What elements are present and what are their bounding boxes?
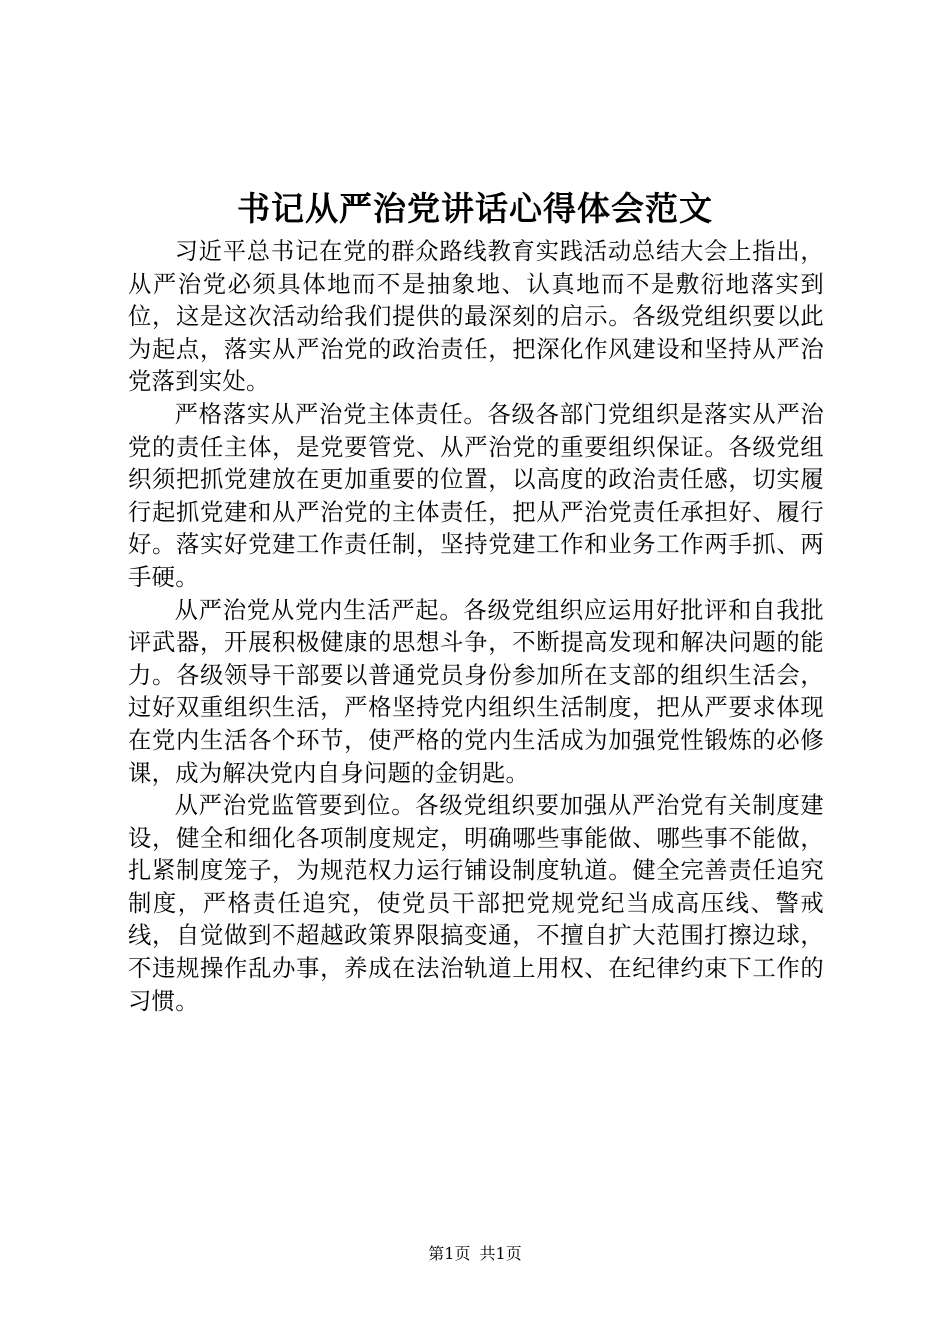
document-body xyxy=(128,236,824,1018)
paragraph-3: 从严治党从党内生活严起。各级党组织应运用好批评和自我批评武器，开展积极健康的思想斗争，不断提高发现和解决问题的能力。各级领导干部要以普通党员身份参加所在支部的组织生活会，过好双重组织生活，严格坚持党内组织生活制度，把从严要求体现在党内生活各个环节，使严格的党内生活成为加强党性锻炼的必修课，成为解决党内自身问题的金钥匙。 xyxy=(128,596,824,787)
document-title: 书记从严治党讲话心得体会范文 xyxy=(237,189,713,228)
page-number: 第1页 xyxy=(428,1244,471,1263)
paragraph-1: 习近平总书记在党的群众路线教育实践活动总结大会上指出，从严治党必须具体地而不是抽象地、认真地而不是敷衍地落实到位，这是这次活动给我们提供的最深刻的启示。各级党组织要以此为起点，落实从严治党的政治责任，把深化作风建设和坚持从严治党落到实处。 xyxy=(128,238,824,396)
paragraph-4: 从严治党监管要到位。各级党组织要加强从严治党有关制度建设，健全和细化各项制度规定，明确哪些事能做、哪些事不能做，扎紧制度笼子，为规范权力运行铺设制度轨道。健全完善责任追究制度，严格责任追究，使党员干部把党规党纪当成高压线、警戒线，自觉做到不超越政策界限搞变通，不擅自扩大范围打擦边球，不违规操作乱办事，养成在法治轨道上用权、在纪律约束下工作的习惯。 xyxy=(128,792,824,1015)
page-total: 共1页 xyxy=(479,1244,522,1263)
paragraph-2: 严格落实从严治党主体责任。各级各部门党组织是落实从严治党的责任主体，是党要管党、从严治党的重要组织保证。各级党组织须把抓党建放在更加重要的位置，以高度的政治责任感，切实履行起抓党建和从严治党的主体责任，把从严治党责任承担好、履行好。落实好党建工作责任制，坚持党建工作和业务工作两手抓、两手硬。 xyxy=(128,400,824,591)
page-footer xyxy=(0,1244,950,1264)
